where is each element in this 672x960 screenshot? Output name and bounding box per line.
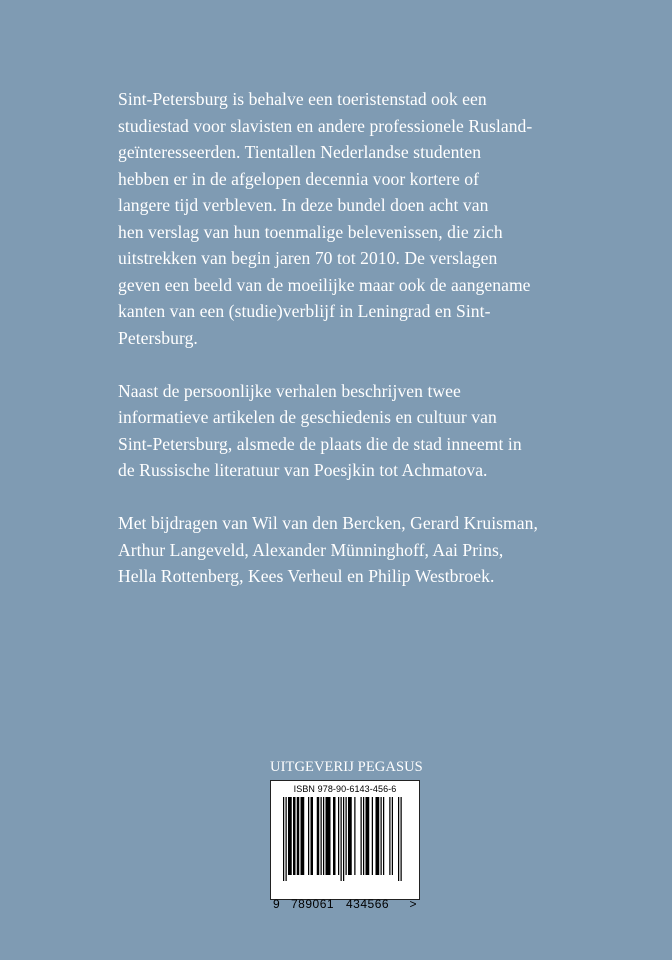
isbn-label: ISBN 978-90-6143-456-6 (293, 784, 397, 794)
barcode-bar (317, 797, 320, 875)
barcode-bar (297, 797, 300, 875)
barcode-bar (341, 797, 342, 881)
text-line: Hella Rottenberg, Kees Verheul en Philip Westbroek. (118, 566, 495, 586)
barcode-bar (383, 797, 384, 875)
text-line: Arthur Langeveld, Alexander Münninghoff, Aai Prins, (118, 539, 504, 560)
barcode-bar (389, 797, 390, 875)
text-line: informatieve artikelen de geschiedenis en cultuur van (118, 407, 497, 427)
barcode-arrow: > (409, 897, 417, 911)
barcode-bar (286, 797, 287, 881)
barcode-bar (392, 797, 393, 875)
text-line: Petersburg. (118, 327, 198, 348)
barcode-bar (326, 797, 331, 875)
text-line: geven een beeld van de moeilijke maar ook de aangename (118, 274, 531, 295)
text-line: studiestad voor slavisten en andere professionele Rusland- (118, 115, 533, 136)
text-line: uitstrekken van begin jaren 70 tot 2010. De verslagen (118, 248, 498, 268)
text-line: langere tijd verbleven. In deze bundel doen acht van (118, 195, 489, 215)
barcode-bar (293, 797, 296, 875)
barcode-bar (343, 797, 344, 881)
barcode-bar (372, 797, 373, 875)
barcode-bar (301, 797, 305, 875)
barcode-bar (381, 797, 382, 875)
text-line: Sint-Petersburg is behalve een toeristenstad ook een (118, 89, 487, 109)
paragraph-articles (118, 378, 588, 484)
barcode-bar (348, 797, 352, 875)
paragraph-spacer (118, 484, 588, 511)
barcode-bar (366, 797, 370, 875)
text-line: hen verslag van hun toenmalige belevenissen, die zich (118, 221, 503, 242)
blurb-text (118, 86, 588, 590)
paragraph-spacer (118, 351, 588, 378)
barcode-bar (323, 797, 324, 875)
barcode-area (270, 758, 423, 911)
barcode-left-group: 789061 (291, 897, 335, 911)
text-line: Sint-Petersburg, alsmede de plaats die de stad inneemt in (118, 433, 522, 454)
barcode-bar (398, 797, 399, 881)
barcode-bar (361, 797, 362, 875)
text-line: Met bijdragen van Wil van den Bercken, Gerard Kruisman, (118, 513, 538, 533)
paragraph-contributors (118, 510, 588, 590)
barcode-bar (308, 797, 309, 875)
barcode-bar (401, 797, 402, 881)
barcode-bar (311, 797, 314, 875)
text-line: de Russische literatuur van Poesjkin tot Achmatova. (118, 460, 488, 480)
barcode-bar (354, 797, 355, 875)
barcode-bar (338, 797, 339, 875)
barcode-bar (283, 797, 284, 881)
barcode-first-digit: 9 (273, 897, 281, 911)
isbn-barcode (270, 780, 420, 911)
barcode-right-group: 434566 (346, 897, 390, 911)
barcode-bar (321, 797, 322, 875)
barcode-bars (283, 797, 409, 881)
barcode-bar (346, 797, 347, 875)
text-line: Naast de persoonlijke verhalen beschrijven twee (118, 380, 461, 401)
barcode-bar (288, 797, 292, 875)
paragraph-intro (118, 86, 588, 351)
publisher-name: UITGEVERIJ PEGASUS (270, 759, 423, 775)
barcode-bar (363, 797, 364, 875)
text-line: hebben er in de afgelopen decennia voor kortere of (118, 168, 480, 189)
barcode-bar (376, 797, 380, 875)
barcode-bar (333, 797, 336, 875)
text-line: kanten van een (studie)verblijf in Leningrad en Sint- (118, 301, 491, 321)
text-line: geïnteresseerden. Tientallen Nederlandse studenten (118, 142, 482, 162)
